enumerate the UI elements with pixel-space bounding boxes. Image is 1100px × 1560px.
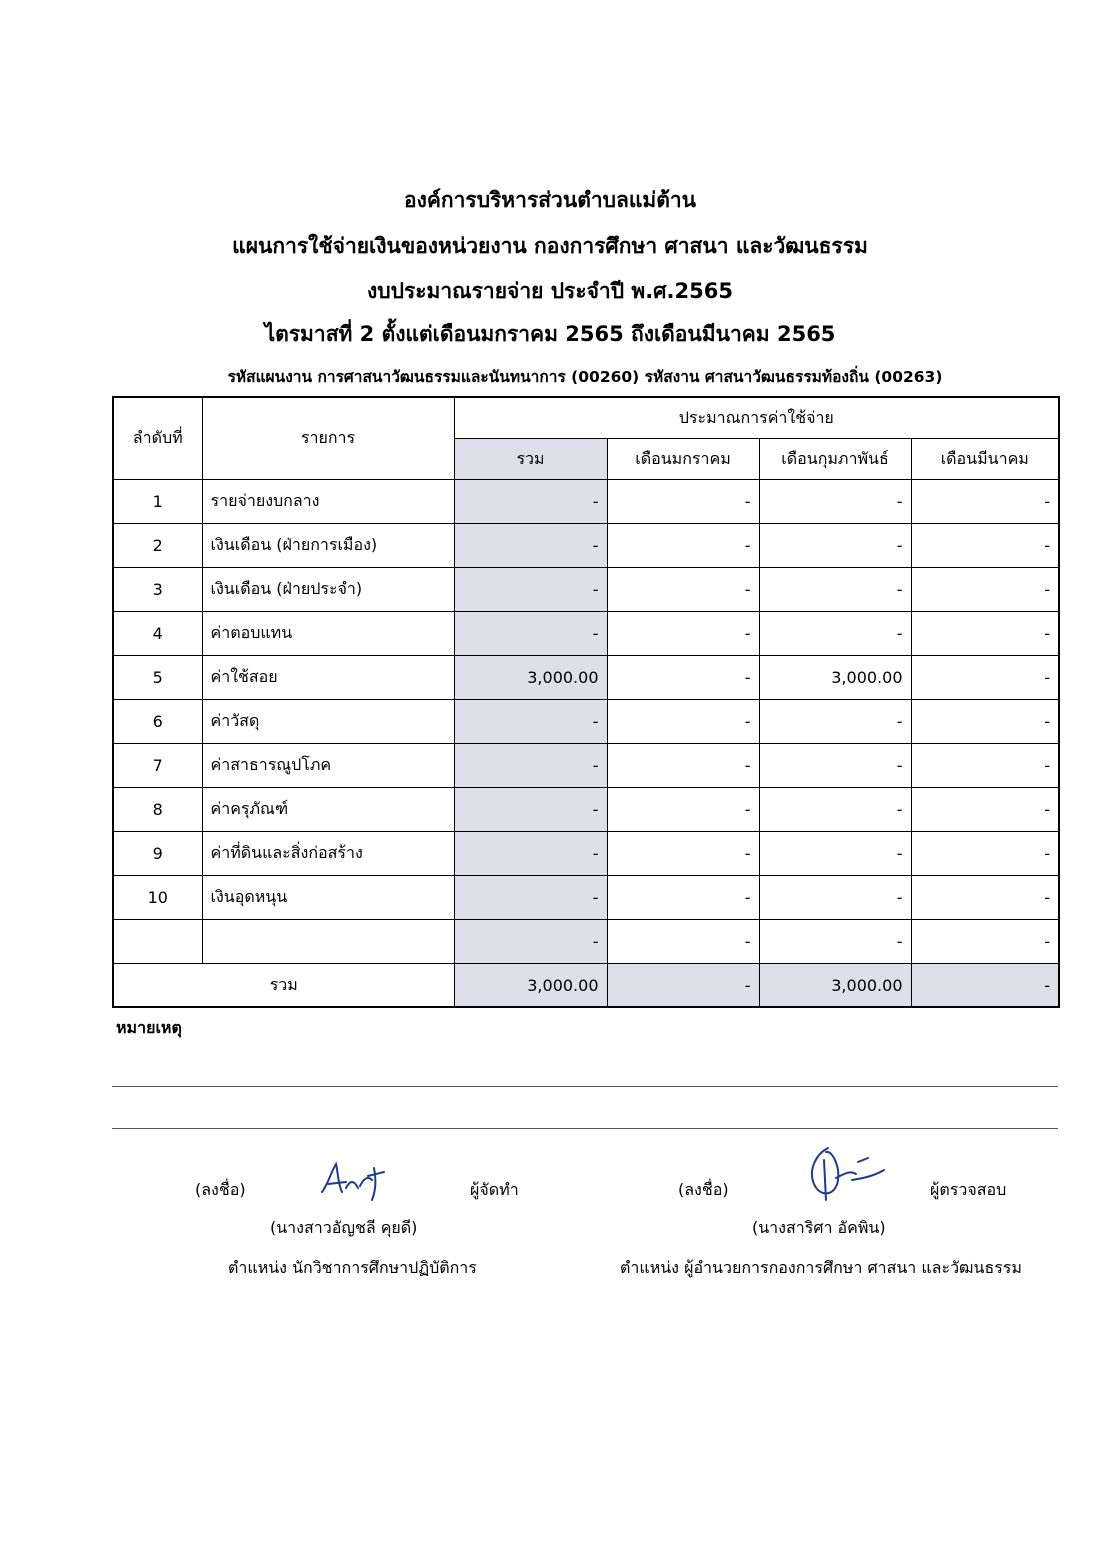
row-item: ค่าใช้สอย (202, 656, 454, 700)
plan-title: แผนการใช้จ่ายเงินของหน่วยงาน กองการศึกษา ศาสนา และวัฒนธรรม (232, 234, 868, 258)
row-total: - (454, 832, 607, 876)
row-no: 1 (113, 480, 202, 524)
col-header-mar: เดือนมีนาคม (911, 439, 1059, 480)
row-jan: - (607, 744, 759, 788)
right-signature (798, 1140, 888, 1210)
budget-table (112, 396, 1060, 1008)
row-total: 3,000.00 (454, 656, 607, 700)
table-row (113, 524, 1059, 568)
row-total: - (454, 700, 607, 744)
row-item: เงินเดือน (ฝ่ายการเมือง) (202, 524, 454, 568)
row-feb: - (759, 920, 911, 964)
row-mar: - (911, 788, 1059, 832)
row-item: เงินเดือน (ฝ่ายประจำ) (202, 568, 454, 612)
row-feb: - (759, 568, 911, 612)
col-header-feb: เดือนกุมภาพันธ์ (759, 439, 911, 480)
table-row (113, 876, 1059, 920)
row-mar: - (911, 612, 1059, 656)
row-feb: - (759, 788, 911, 832)
row-jan: - (607, 832, 759, 876)
row-mar: - (911, 876, 1059, 920)
table-row (113, 920, 1059, 964)
row-jan: - (607, 480, 759, 524)
total-mar: - (911, 964, 1059, 1008)
row-item (202, 920, 454, 964)
table-row (113, 480, 1059, 524)
left-name: (นางสาวอัญชลี คุยดี) (270, 1218, 418, 1237)
table-row (113, 568, 1059, 612)
row-feb: - (759, 876, 911, 920)
total-feb: 3,000.00 (759, 964, 911, 1008)
row-total: - (454, 788, 607, 832)
remark-line (112, 1086, 1058, 1087)
row-mar: - (911, 744, 1059, 788)
row-jan: - (607, 920, 759, 964)
row-item: ค่าที่ดินและสิ่งก่อสร้าง (202, 832, 454, 876)
row-total: - (454, 920, 607, 964)
row-no: 10 (113, 876, 202, 920)
table-row (113, 832, 1059, 876)
row-total: - (454, 876, 607, 920)
left-sign-prefix: (ลงชื่อ) (195, 1180, 246, 1199)
row-mar: - (911, 656, 1059, 700)
row-jan: - (607, 612, 759, 656)
row-item: ค่าสาธารณูปโภค (202, 744, 454, 788)
row-jan: - (607, 524, 759, 568)
row-mar: - (911, 524, 1059, 568)
row-jan: - (607, 700, 759, 744)
row-total: - (454, 568, 607, 612)
table-row (113, 612, 1059, 656)
budget-title: งบประมาณรายจ่าย ประจำปี พ.ศ.2565 (367, 279, 733, 303)
row-no: 7 (113, 744, 202, 788)
row-jan: - (607, 788, 759, 832)
col-header-group: ประมาณการค่าใช้จ่าย (454, 397, 1059, 439)
table-row (113, 788, 1059, 832)
org-title: องค์การบริหารส่วนตำบลแม่ต้าน (404, 188, 696, 212)
row-total: - (454, 524, 607, 568)
row-feb: - (759, 832, 911, 876)
plan-codes: รหัสแผนงาน การศาสนาวัฒนธรรมและนันทนาการ (00260) รหัสงาน ศาสนาวัฒนธรรมท้องถิ่น (00263) (227, 368, 943, 386)
row-item: ค่าตอบแทน (202, 612, 454, 656)
right-position: ตำแหน่ง ผู้อำนวยการกองการศึกษา ศาสนา และวัฒนธรรม (620, 1258, 1022, 1277)
table-row (113, 656, 1059, 700)
row-feb: - (759, 480, 911, 524)
row-item: เงินอุดหนุน (202, 876, 454, 920)
row-no (113, 920, 202, 964)
row-item: ค่าครุภัณฑ์ (202, 788, 454, 832)
row-no: 5 (113, 656, 202, 700)
table-row (113, 700, 1059, 744)
table-row (113, 744, 1059, 788)
row-no: 8 (113, 788, 202, 832)
total-row (113, 964, 1059, 1008)
left-signature (318, 1158, 390, 1204)
left-position: ตำแหน่ง นักวิชาการศึกษาปฏิบัติการ (228, 1258, 477, 1277)
right-role: ผู้ตรวจสอบ (930, 1180, 1007, 1199)
row-feb: - (759, 524, 911, 568)
row-no: 6 (113, 700, 202, 744)
row-total: - (454, 480, 607, 524)
remark-line (112, 1128, 1058, 1129)
total-sum: 3,000.00 (454, 964, 607, 1008)
row-item: ค่าวัสดุ (202, 700, 454, 744)
row-mar: - (911, 568, 1059, 612)
row-item: รายจ่ายงบกลาง (202, 480, 454, 524)
quarter-title: ไตรมาสที่ 2 ตั้งแต่เดือนมกราคม 2565 ถึงเดือนมีนาคม 2565 (264, 322, 836, 346)
col-header-jan: เดือนมกราคม (607, 439, 759, 480)
col-header-no: ลำดับที่ (113, 397, 202, 480)
row-mar: - (911, 700, 1059, 744)
row-feb: 3,000.00 (759, 656, 911, 700)
row-no: 3 (113, 568, 202, 612)
row-feb: - (759, 612, 911, 656)
remark-label: หมายเหตุ (116, 1018, 182, 1037)
row-mar: - (911, 480, 1059, 524)
col-header-total: รวม (454, 439, 607, 480)
col-header-item: รายการ (202, 397, 454, 480)
total-label: รวม (113, 964, 454, 1008)
row-feb: - (759, 744, 911, 788)
right-name: (นางสาริศา อัคพิน) (752, 1218, 886, 1237)
row-mar: - (911, 920, 1059, 964)
right-sign-prefix: (ลงชื่อ) (678, 1180, 729, 1199)
row-feb: - (759, 700, 911, 744)
left-role: ผู้จัดทำ (470, 1180, 519, 1199)
row-no: 9 (113, 832, 202, 876)
row-jan: - (607, 876, 759, 920)
row-mar: - (911, 832, 1059, 876)
row-no: 4 (113, 612, 202, 656)
row-total: - (454, 744, 607, 788)
row-no: 2 (113, 524, 202, 568)
row-total: - (454, 612, 607, 656)
row-jan: - (607, 568, 759, 612)
total-jan: - (607, 964, 759, 1008)
row-jan: - (607, 656, 759, 700)
